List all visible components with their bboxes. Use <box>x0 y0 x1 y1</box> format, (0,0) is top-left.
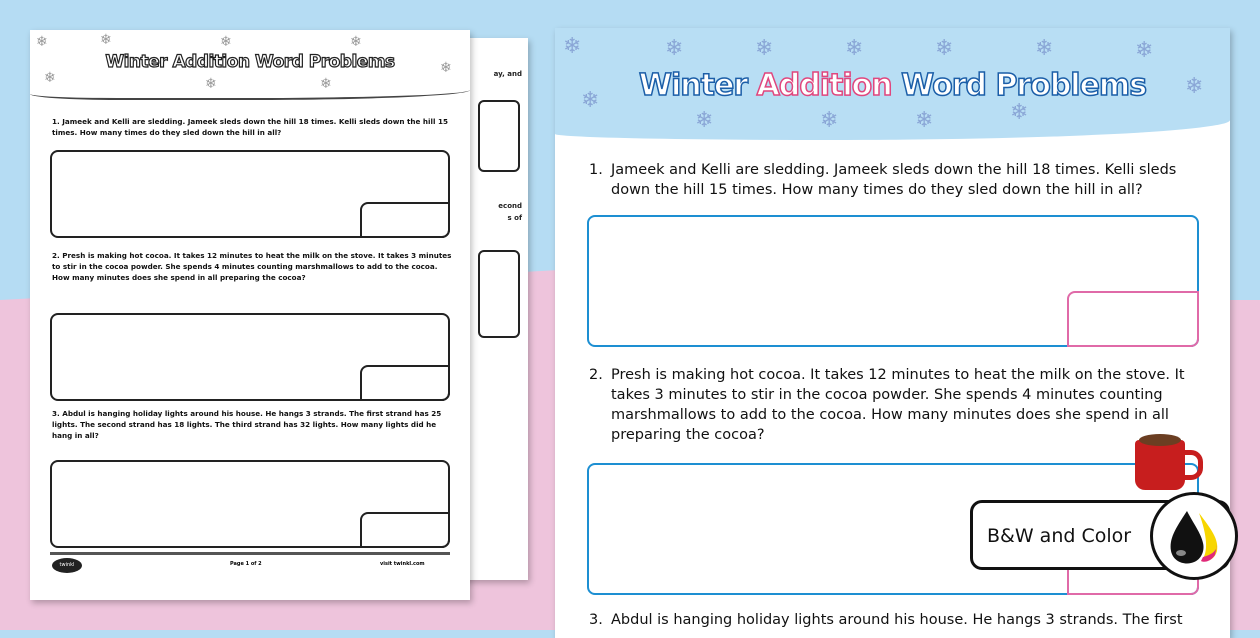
snowflake-icon: ❄ <box>220 34 232 50</box>
snowflake-icon: ❄ <box>820 108 839 133</box>
snowflake-icon: ❄ <box>915 108 934 133</box>
answer-sub-box <box>360 202 450 238</box>
back-fragment: s of <box>507 214 522 222</box>
answer-box-1 <box>50 150 450 238</box>
snowflake-icon: ❄ <box>350 34 362 50</box>
back-fragment: ay, and <box>493 70 522 78</box>
snowflake-icon: ❄ <box>44 70 56 86</box>
snowflake-icon: ❄ <box>755 36 774 61</box>
ink-drops-icon <box>1150 492 1238 580</box>
question-1: 1. Jameek and Kelli are sledding. Jameek sleds down the hill 18 times. Kelli sleds down the hill 15 times. How many times do they sled down the hill in all? <box>589 162 1177 198</box>
snowflake-icon: ❄ <box>665 36 684 61</box>
back-answer-box <box>478 250 520 338</box>
snowflake-icon: ❄ <box>581 88 600 113</box>
question-3: 3. Abdul is hanging holiday lights around his house. He hangs 3 strands. The first <box>589 612 1183 628</box>
question-2: 2. Presh is making hot cocoa. It takes 12 minutes to heat the milk on the stove. It takes 3 minutes to stir in the cocoa powder. She spends 4 minutes counting marshmallows to add to the cocoa. How many minutes does she spend in all preparing the cocoa? <box>52 251 452 282</box>
snowflake-icon: ❄ <box>440 60 452 76</box>
snowflake-icon: ❄ <box>205 76 217 92</box>
snowflake-icon: ❄ <box>695 108 714 133</box>
snowflake-icon: ❄ <box>1035 36 1054 61</box>
snowflake-icon: ❄ <box>1135 38 1154 63</box>
snowflake-icon: ❄ <box>36 34 48 50</box>
answer-sub-box <box>1067 291 1199 347</box>
footer-site: visit twinkl.com <box>380 561 425 567</box>
worksheet-title: Winter Addition Word Problems <box>638 68 1147 103</box>
answer-sub-box <box>360 365 450 401</box>
answer-box-1 <box>587 215 1199 347</box>
answer-box-2 <box>50 313 450 401</box>
back-answer-box <box>478 100 520 172</box>
hot-cocoa-mug-icon <box>1135 440 1185 490</box>
snowflake-icon: ❄ <box>935 36 954 61</box>
snowflake-icon: ❄ <box>1010 100 1029 125</box>
snowflake-icon: ❄ <box>563 34 582 59</box>
badge-label: B&W and Color <box>987 525 1132 547</box>
question-3: 3. Abdul is hanging holiday lights around his house. He hangs 3 strands. The first strand has 25 lights. The second strand has 18 lights. The third strand has 32 lights. How many lights did he hang in all? <box>52 409 442 440</box>
footer-divider <box>50 552 450 555</box>
twinkl-logo: twinkl <box>52 558 82 573</box>
answer-sub-box <box>360 512 450 548</box>
back-fragment: econd <box>498 202 522 210</box>
question-2: 2. Presh is making hot cocoa. It takes 12 minutes to heat the milk on the stove. It takes 3 minutes to stir in the cocoa powder. She spends 4 minutes counting marshmallows to add to the cocoa. How many minutes does she spend in all preparing the cocoa? <box>589 367 1185 443</box>
background-pink-right <box>1230 300 1260 630</box>
bw-worksheet-page <box>30 30 470 600</box>
question-1: 1. Jameek and Kelli are sledding. Jameek sleds down the hill 18 times. Kelli sleds down the hill 15 times. How many times do they sled down the hill in all? <box>52 117 448 137</box>
worksheet-title: Winter Addition Word Problems <box>105 52 395 72</box>
snowflake-icon: ❄ <box>100 32 112 48</box>
answer-box-3 <box>50 460 450 548</box>
snowflake-icon: ❄ <box>845 36 864 61</box>
snowflake-icon: ❄ <box>1185 74 1204 99</box>
snowflake-icon: ❄ <box>320 76 332 92</box>
page-number: Page 1 of 2 <box>230 561 262 567</box>
